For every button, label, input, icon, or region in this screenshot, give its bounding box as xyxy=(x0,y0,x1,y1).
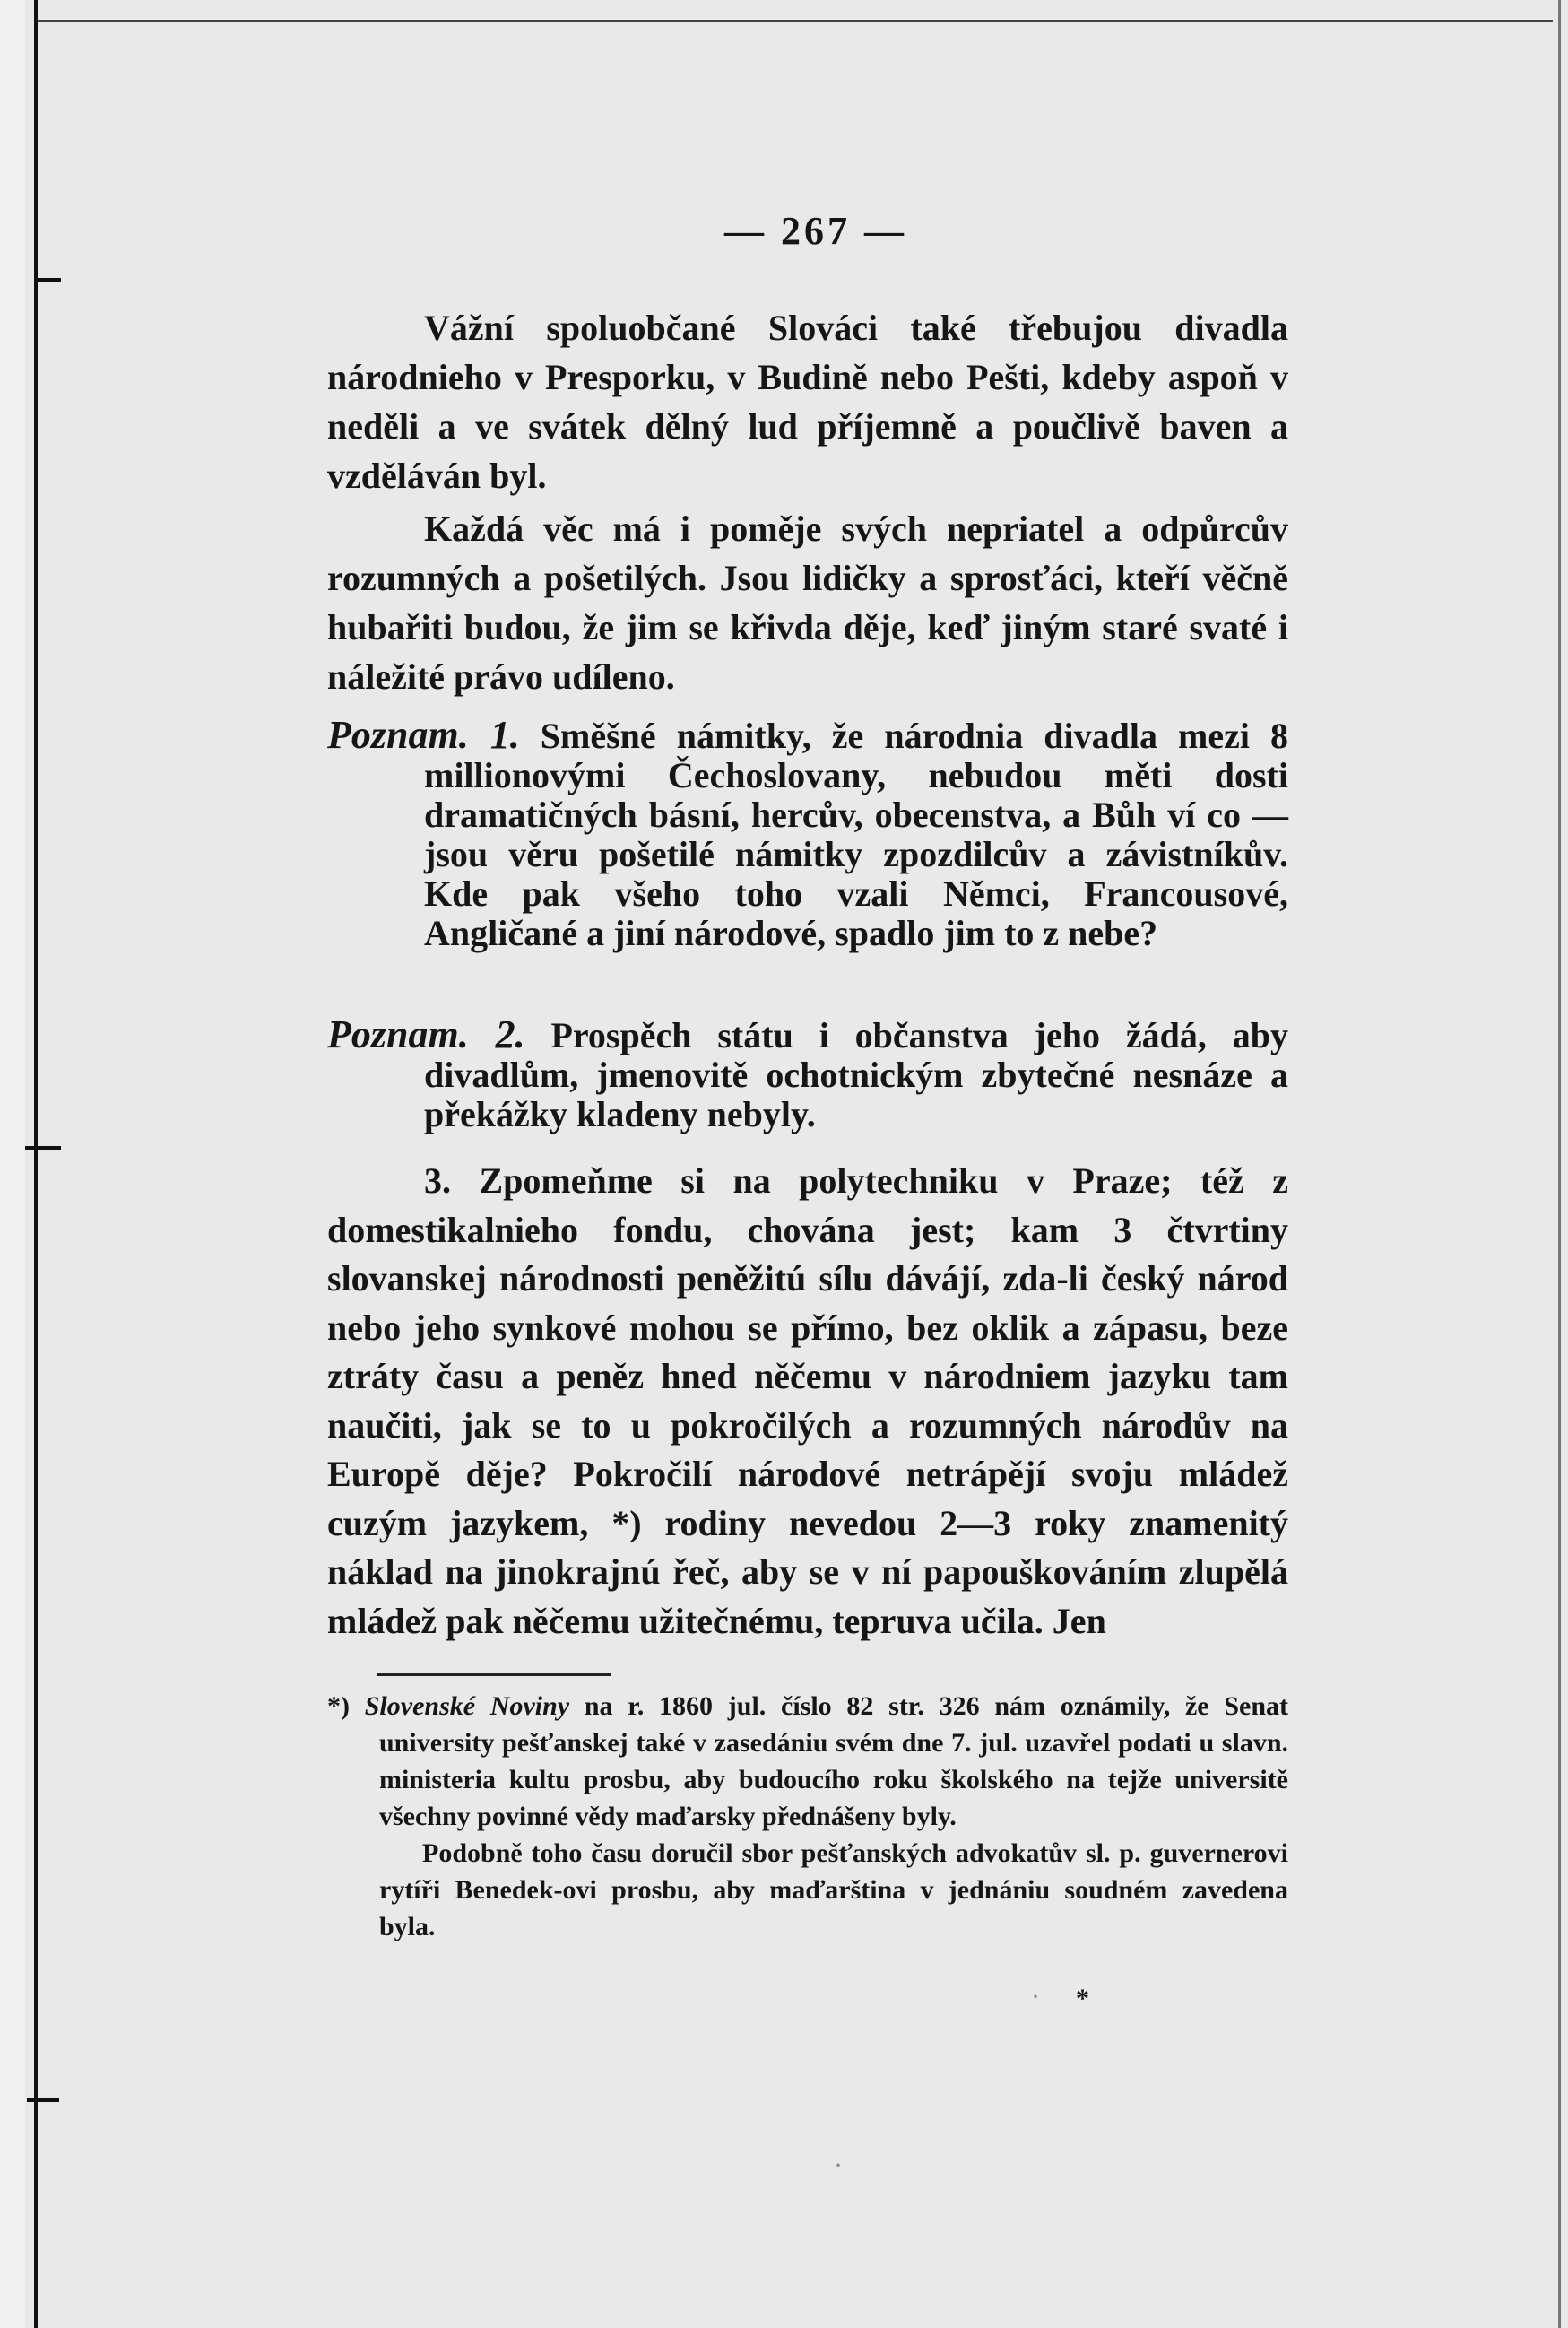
binding-tick xyxy=(27,2098,59,2102)
footnote-continuation: Podobně toho času doručil sbor pešťanských advokatův sl. p. guvernerovi rytíři Benedek-ovi prosbu, aby maďarština v jednániu soudném zavedena byla. xyxy=(379,1838,1288,1941)
book-binding-edge xyxy=(34,0,38,2328)
note-1 xyxy=(327,713,1288,953)
paragraph-text: Vážní spoluobčané Slováci také třebujou divadla národnieho v Presporku, v Budině nebo Pešti, kdeby aspoň v neděli a ve svátek dělný lud příjemně a poučlivě baven a vzděláván byl. xyxy=(327,308,1288,496)
paragraph-text: Každá věc má i poměje svých nepriatel a odpůrcův rozumných a pošetilých. Jsou lidičky a sprosťáci, kteří věčně hubařiti budou, že jim se křivda děje, keď jiným staré svaté i náležité právo udíleno. xyxy=(327,508,1288,697)
footnote-1 xyxy=(327,1688,1288,1835)
footnote-divider xyxy=(377,1673,611,1676)
note-text: Směšné námitky, že národnia divadla mezi 8 millionovými Čechoslovany, nebudou měti dosti dramatičných básní, hercův, obecenstva, a Bůh ví co — jsou věru pošetilé námitky zpozdilcův a závistníkův. Kde pak všeho toho vzali Němci, Francousové, Angličané a jiní národové, spadlo jim to z nebe? xyxy=(424,716,1288,953)
note-label: Poznam. 1. xyxy=(327,713,520,757)
page-left-margin xyxy=(0,0,25,2328)
footnote-text: na r. 1860 jul. číslo 82 str. 326 nám oznámily, že Senat university pešťanskej také v zasedániu svém dne 7. jul. uzavřel podati u slavn. ministeria kultu prosbu, aby budoucího roku školského na tejže universitě všechny povinné vědy maďarsky přednášeny byly. xyxy=(379,1691,1289,1831)
note-2 xyxy=(327,1012,1288,1134)
binding-tick xyxy=(25,1146,61,1150)
paragraph-2 xyxy=(327,504,1288,701)
signature-mark: * xyxy=(1076,1984,1089,2013)
margin-speck: · xyxy=(1031,1982,1040,2011)
page-number: — 267 — xyxy=(724,209,907,253)
footnotes xyxy=(327,1688,1288,1945)
paragraph-1 xyxy=(327,303,1288,500)
note-text: Prospěch státu i občanstva jeho žádá, aby divadlům, jmenovitě ochotnickým zbytečné nesnáze a překážky kladeny nebyly. xyxy=(424,1015,1288,1134)
section-3-text: 3. Zpomeňme si na polytechniku v Praze; též z domestikalnieho fondu, chována jest; kam 3 čtvrtiny slovanskej národnosti peněžitú sílu dávájí, zda-li český národ nebo jeho synkové mohou se přímo, bez oklik a zápasu, beze ztráty času a peněz hned něčemu v národniem jazyku tam naučiti, jak se to u pokročilých a rozumných národův na Europě děje? Pokročilí národové netrápějí svoju mládež cuzým jazykem, *) rodiny nevedou 2—3 roky znamenitý náklad na jinokrajnú řeč, aby se v ní papouškováním zlupělá mládež pak něčemu užitečnému, tepruva učila. Jen xyxy=(327,1160,1288,1641)
page-right-edge xyxy=(1558,0,1561,2328)
footnote-source-title: Slovenské Noviny xyxy=(364,1691,570,1721)
section-3 xyxy=(327,1157,1288,1646)
note-label: Poznam. 2. xyxy=(327,1012,525,1056)
footnote-marker: *) xyxy=(327,1691,350,1721)
margin-speck: · xyxy=(834,2150,843,2180)
page-top-edge xyxy=(38,20,1553,22)
binding-tick xyxy=(34,278,61,282)
